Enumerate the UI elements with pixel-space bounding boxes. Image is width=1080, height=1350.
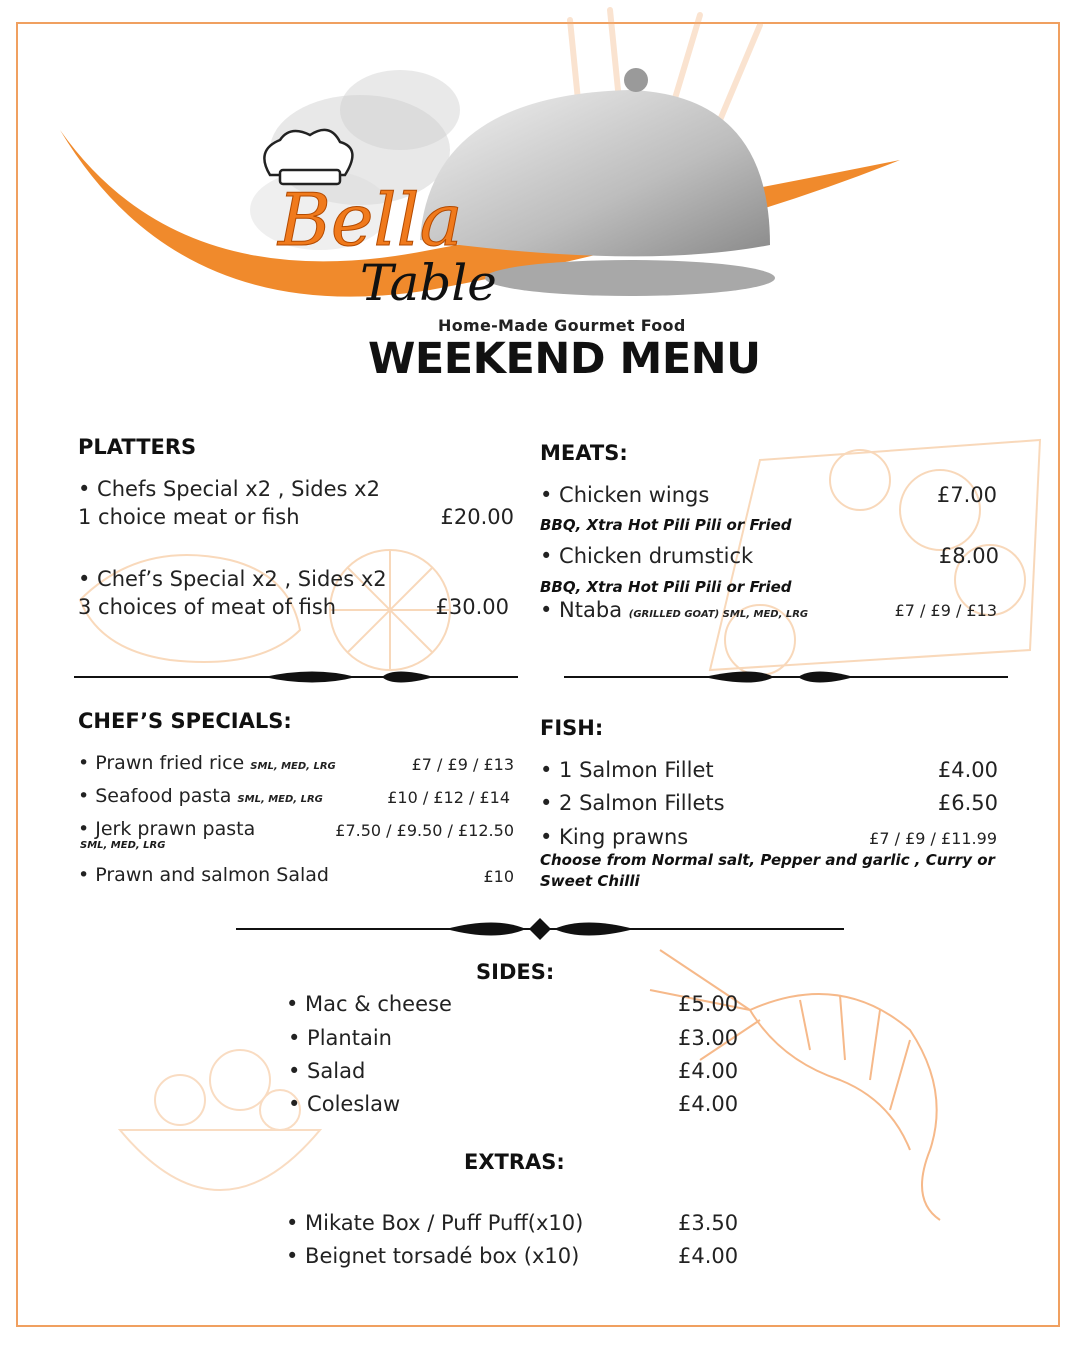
special-3-sizes: SML, MED, LRG [80, 840, 166, 851]
meat-2-price: £8.00 [938, 544, 999, 568]
extra-1-price: £3.50 [678, 1211, 739, 1235]
sides-heading: SIDES: [476, 960, 555, 984]
platter-2-line2: 3 choices of meat of fish [78, 595, 337, 619]
meat-3-detail: (GRILLED GOAT) SML, MED, LRG [628, 609, 809, 620]
extra-1-name: • Mikate Box / Puff Puff(x10) [286, 1211, 584, 1235]
special-1-sizes: SML, MED, LRG [250, 761, 336, 772]
side-4-name: • Coleslaw [288, 1092, 401, 1116]
chefs-specials-heading: CHEF’S SPECIALS: [78, 709, 292, 733]
fish-2-price: £6.50 [937, 791, 998, 815]
platters-heading: PLATTERS [78, 435, 197, 459]
bella-table-logo [0, 0, 1080, 330]
platter-1-price: £20.00 [440, 505, 514, 529]
side-3-price: £4.00 [678, 1059, 739, 1083]
platter-1-line1: • Chefs Special x2 , Sides x2 [78, 477, 380, 501]
divider-center [236, 914, 844, 944]
fish-1-name: • 1 Salmon Fillet [540, 758, 714, 782]
fish-2-name: • 2 Salmon Fillets [540, 791, 725, 815]
special-2-label: • Seafood pasta [78, 785, 232, 807]
side-1-price: £5.00 [678, 992, 739, 1016]
meat-3-name [540, 598, 808, 622]
fish-note-line2: Sweet Chilli [540, 872, 640, 890]
special-3-name: • Jerk prawn pasta [78, 818, 256, 840]
platter-1-line2: 1 choice meat or fish [78, 505, 300, 529]
special-4-name: • Prawn and salmon Salad [78, 864, 329, 886]
fish-note-line1: Choose from Normal salt, Pepper and garlic , Curry or [540, 851, 995, 869]
page-title: WEEKEND MENU [368, 334, 761, 384]
side-2-price: £3.00 [678, 1026, 739, 1050]
special-2-name [78, 785, 323, 807]
special-3-price: £7.50 / £9.50 / £12.50 [335, 821, 514, 840]
side-1-name: • Mac & cheese [286, 992, 452, 1016]
divider-left [74, 666, 518, 688]
logo-script-bella: Bella [278, 178, 463, 262]
cloche-handle-icon [624, 68, 648, 92]
special-1-label: • Prawn fried rice [78, 752, 245, 774]
special-1-name [78, 752, 336, 774]
side-3-name: • Salad [288, 1059, 366, 1083]
cloche-plate-icon [485, 260, 775, 296]
meat-3-price: £7 / £9 / £13 [894, 601, 997, 620]
platter-2-price: £30.00 [435, 595, 509, 619]
meats-heading: MEATS: [540, 441, 628, 465]
special-1-price: £7 / £9 / £13 [411, 755, 514, 774]
extras-heading: EXTRAS: [464, 1150, 565, 1174]
fish-3-name: • King prawns [540, 825, 689, 849]
extra-2-name: • Beignet torsadé box (x10) [286, 1244, 580, 1268]
logo-script-table: Table [360, 254, 497, 312]
fish-3-price: £7 / £9 / £11.99 [869, 829, 997, 848]
special-2-sizes: SML, MED, LRG [237, 794, 323, 805]
tagline: Home-Made Gourmet Food [438, 316, 686, 335]
fish-heading: FISH: [540, 716, 604, 740]
divider-right [564, 666, 1008, 688]
meat-1-name: • Chicken wings [540, 483, 710, 507]
platter-2-line1: • Chef’s Special x2 , Sides x2 [78, 567, 387, 591]
cloche-dome-icon [420, 90, 770, 256]
meat-1-price: £7.00 [936, 483, 997, 507]
meat-1-note: BBQ, Xtra Hot Pili Pili or Fried [540, 516, 792, 534]
fish-1-price: £4.00 [937, 758, 998, 782]
side-4-price: £4.00 [678, 1092, 739, 1116]
special-2-price: £10 / £12 / £14 [387, 788, 510, 807]
meat-2-note: BBQ, Xtra Hot Pili Pili or Fried [540, 578, 792, 596]
meat-3-label: • Ntaba [540, 598, 623, 622]
extra-2-price: £4.00 [678, 1244, 739, 1268]
meat-2-name: • Chicken drumstick [540, 544, 754, 568]
side-2-name: • Plantain [288, 1026, 392, 1050]
special-4-price: £10 [483, 867, 514, 886]
